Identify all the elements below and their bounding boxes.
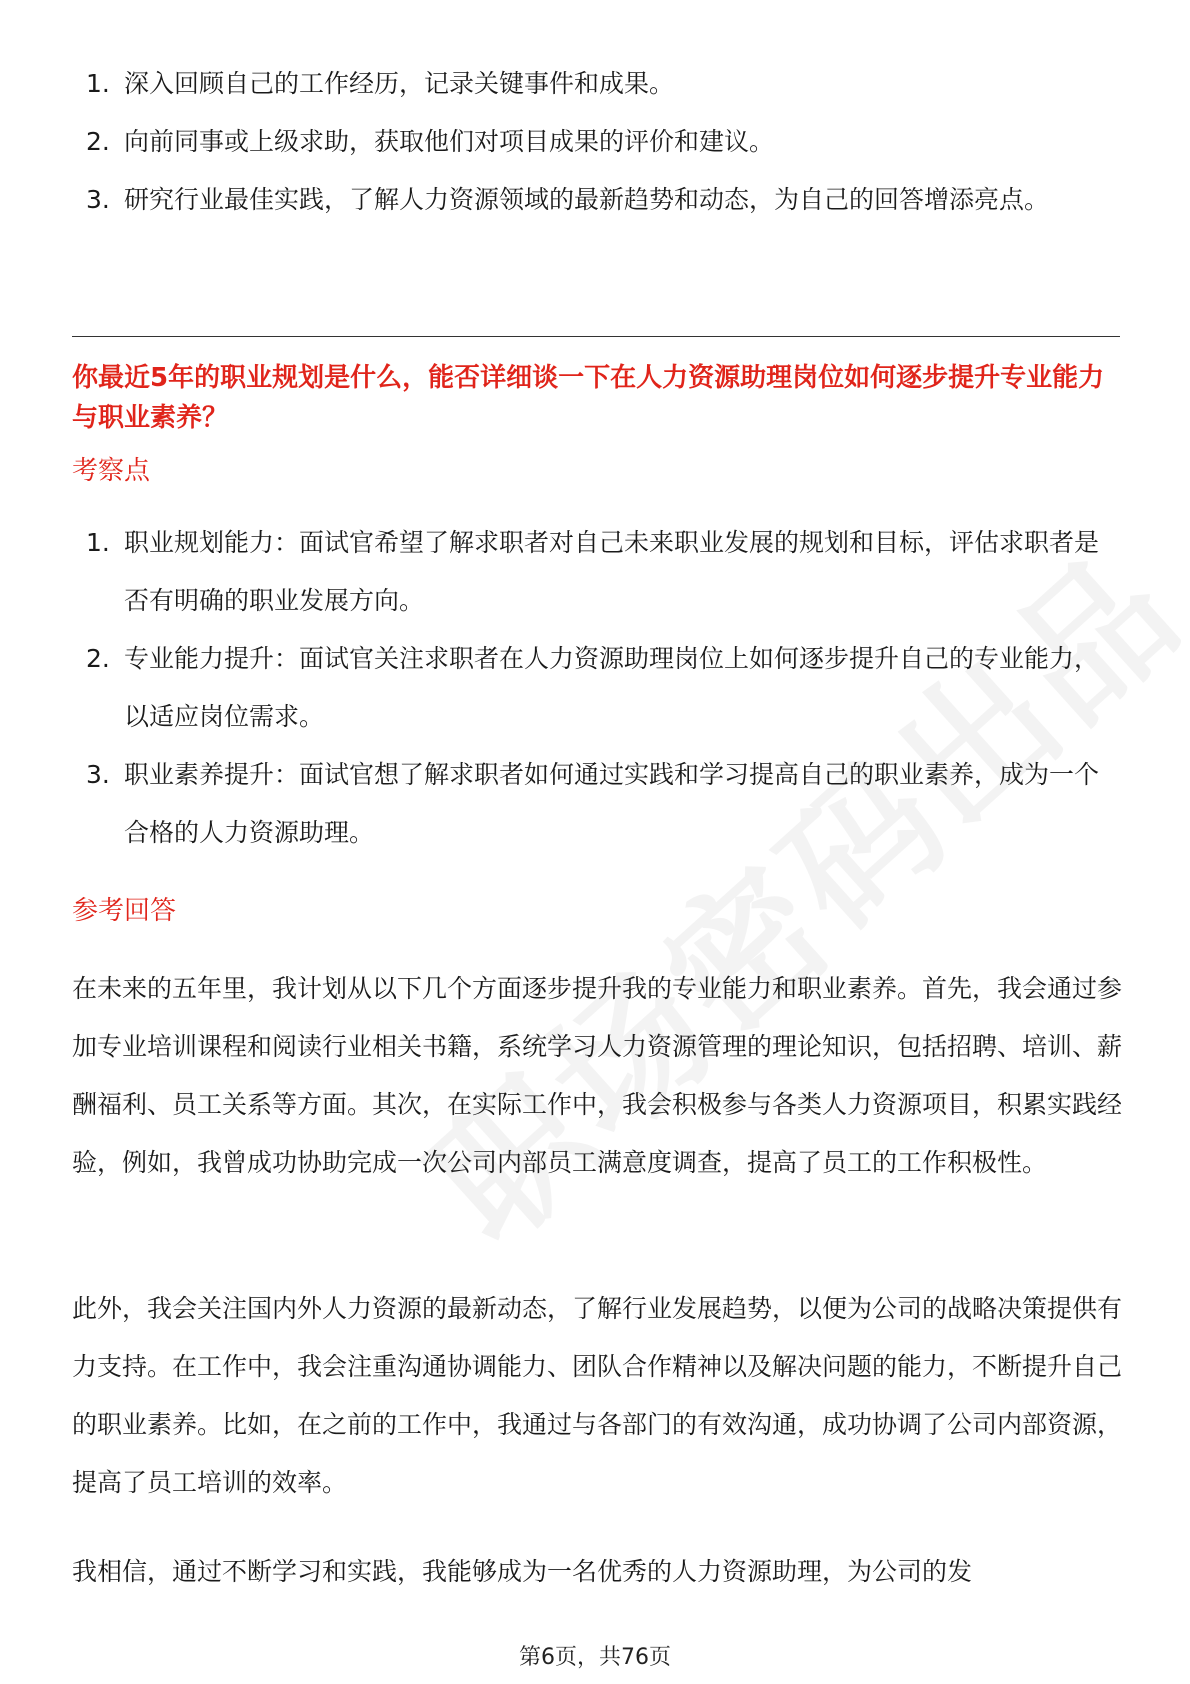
list-text: 职业素养提升：面试官想了解求职者如何通过实践和学习提高自己的职业素养，成为一个合格的人力资源助理。	[124, 760, 1100, 847]
list-item	[0, 630, 1120, 746]
list-number: 1.	[86, 69, 110, 98]
assessment-points-heading: 考察点	[72, 456, 151, 486]
list-item	[0, 113, 1120, 171]
list-item	[0, 514, 1120, 630]
list-number: 3.	[86, 760, 110, 789]
list-item	[0, 746, 1120, 862]
answer-paragraph: 在未来的五年里，我计划从以下几个方面逐步提升我的专业能力和职业素养。首先，我会通过参加专业培训课程和阅读行业相关书籍，系统学习人力资源管理的理论知识，包括招聘、培训、薪酬福利、员工关系等方面。其次，在实际工作中，我会积极参与各类人力资源项目，积累实践经验，例如，我曾成功协助完成一次公司内部员工满意度调查，提高了员工的工作积极性。	[72, 974, 1123, 1177]
list-text: 研究行业最佳实践，了解人力资源领域的最新趋势和动态，为自己的回答增添亮点。	[124, 185, 1050, 214]
reference-answer-heading: 参考回答	[72, 896, 177, 926]
list-text: 向前同事或上级求助，获取他们对项目成果的评价和建议。	[124, 127, 775, 156]
list-number: 3.	[86, 185, 110, 214]
assessment-points-list	[0, 514, 1190, 862]
list-number: 1.	[86, 528, 110, 557]
list-number: 2.	[86, 644, 110, 673]
section-divider	[72, 336, 1120, 337]
list-text: 职业规划能力：面试官希望了解求职者对自己未来职业发展的规划和目标，评估求职者是否有明确的职业发展方向。	[124, 528, 1100, 615]
answer-paragraph: 此外，我会关注国内外人力资源的最新动态，了解行业发展趋势，以便为公司的战略决策提供有力支持。在工作中，我会注重沟通协调能力、团队合作精神以及解决问题的能力，不断提升自己的职业素养。比如，在之前的工作中，我通过与各部门的有效沟通，成功协调了公司内部资源，提高了员工培训的效率。	[72, 1294, 1123, 1497]
list-item	[0, 55, 1120, 113]
list-text: 深入回顾自己的工作经历，记录关键事件和成果。	[124, 69, 675, 98]
page-number: 第6页，共76页	[519, 1645, 671, 1670]
tips-list	[0, 55, 1190, 229]
list-text: 专业能力提升：面试官关注求职者在人力资源助理岗位上如何逐步提升自己的专业能力，以适应岗位需求。	[124, 644, 1100, 731]
interview-question: 你最近5年的职业规划是什么，能否详细谈一下在人力资源助理岗位如何逐步提升专业能力与职业素养？	[72, 363, 1105, 433]
list-number: 2.	[86, 127, 110, 156]
list-item	[0, 171, 1120, 229]
answer-paragraph: 我相信，通过不断学习和实践，我能够成为一名优秀的人力资源助理，为公司的发	[72, 1557, 973, 1586]
